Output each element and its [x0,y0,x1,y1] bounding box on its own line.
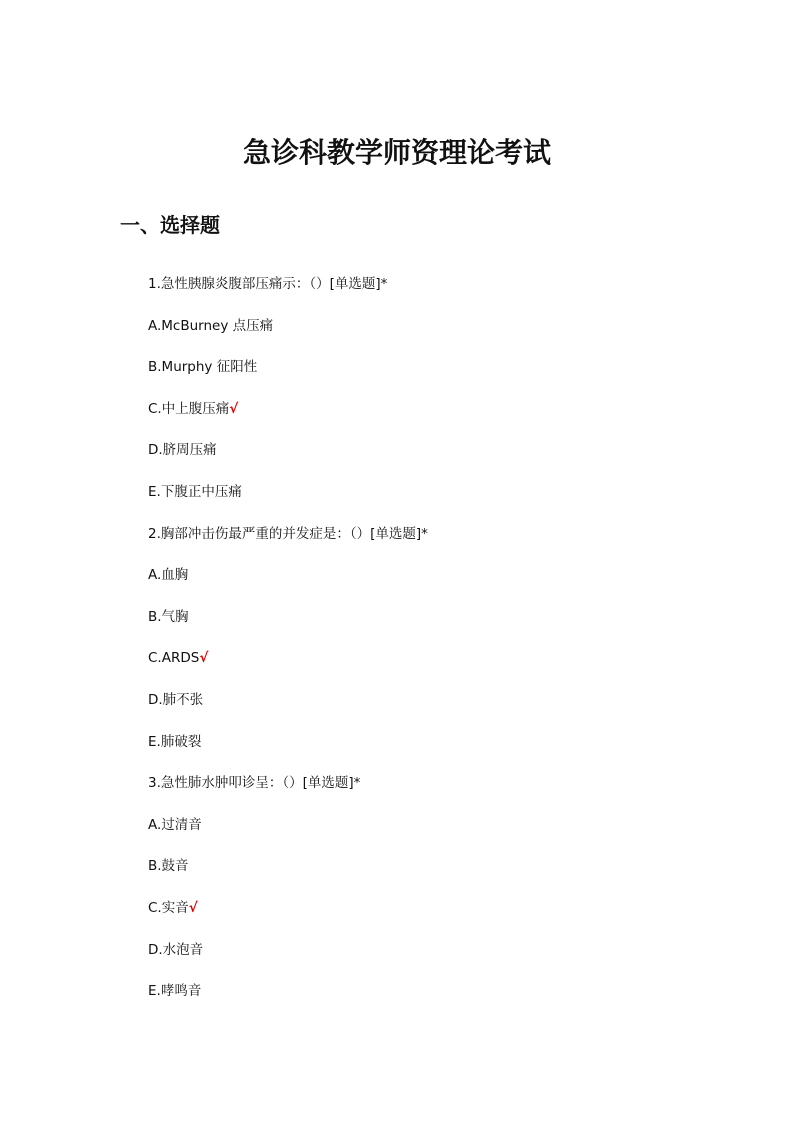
page-title: 急诊科教学师资理论考试 [242,136,551,169]
correct-mark-icon: √ [199,650,209,667]
option-b: B.鼓音 [148,858,189,875]
option-a: A.血胸 [148,567,189,584]
question-stem: 1.急性胰腺炎腹部压痛示：（）[单选题]* [148,276,388,292]
option-e: E.哮鸣音 [148,983,202,1000]
question [148,272,708,522]
correct-mark-icon: √ [229,400,239,417]
option-d: D.脐周压痛 [148,442,217,459]
question-list [148,272,708,1021]
option-c: C.实音√ [148,899,198,916]
option-d: D.水泡音 [148,941,204,958]
option-b: B.Murphy 征阳性 [148,359,258,376]
option-a: A.过清音 [148,816,202,833]
question-stem: 3.急性肺水肿叩诊呈：（）[单选题]* [148,775,361,792]
option-c: C.中上腹压痛√ [148,400,239,417]
option-d: D.肺不张 [148,691,204,708]
section-heading: 一、选择题 [120,213,220,237]
correct-mark-icon: √ [188,899,198,916]
question [148,522,708,772]
option-e: E.肺破裂 [148,733,202,750]
option-b: B.气胸 [148,608,189,625]
option-e: E.下腹正中压痛 [148,483,242,500]
question [148,771,708,1021]
option-a: A.McBurney 点压痛 [148,317,274,334]
question-stem: 2.胸部冲击伤最严重的并发症是：（）[单选题]* [148,525,428,542]
option-c: C.ARDS√ [148,650,209,667]
